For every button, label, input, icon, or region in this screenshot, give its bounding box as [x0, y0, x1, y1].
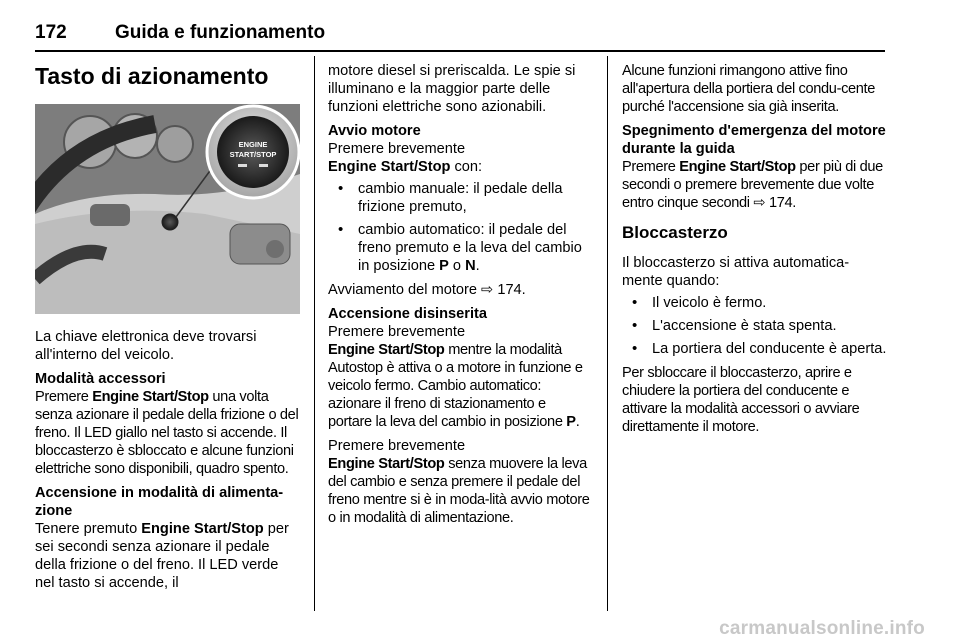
ignition-off-paragraph-2: Engine Start/Stop senza muovere la leva del cambio e senza premere il pedale del freno mentre si è in moda-lità avvio motore o in modalità di alimentazione. [328, 456, 590, 526]
list-item: • Il veicolo è fermo. [622, 294, 887, 312]
steering-lock-list [622, 294, 887, 358]
engine-start-heading: Avvio motore [328, 123, 421, 139]
column-divider-1 [314, 56, 315, 611]
column-3 [622, 62, 887, 436]
steering-lock-intro: Il bloccasterzo si attiva automatica-mente quando: [622, 255, 850, 289]
section-title: Tasto di azionamento [35, 63, 269, 89]
emergency-heading: Spegnimento d'emergenza del motore durante la guida [622, 123, 886, 157]
ignition-off-line2: Premere brevemente [328, 438, 466, 454]
header-rule [35, 50, 885, 52]
engine-start-line2: Engine Start/Stop con: [328, 159, 483, 175]
accessory-heading: Modalità accessori [35, 371, 166, 387]
engine-start-reference: Avviamento del motore ⇨ 174. [328, 282, 526, 298]
chapter-title: Guida e funzionamento [115, 22, 326, 43]
steering-lock-title: Bloccasterzo [622, 223, 728, 242]
power-mode-heading: Accensione in modalità di alimenta-zione [35, 485, 284, 519]
accessory-paragraph: Premere Engine Start/Stop una volta senza azionare il pedale della frizione o del freno. Il LED giallo nel tasto si accende. Il bloccasterzo è sbloccato e alcune funzioni elettriche sono disponibili, quadro spento. [35, 389, 299, 477]
power-mode-continued: motore diesel si preriscalda. Le spie si illuminano e la maggior parte delle funzioni elettriche sono azionabili. [328, 63, 576, 115]
list-item: • La portiera del conducente è aperta. [622, 340, 887, 358]
column-divider-2 [607, 56, 608, 611]
power-mode-paragraph: Tenere premuto Engine Start/Stop per sei secondi senza azionare il pedale della frizione o del freno. Il LED verde nel tasto si accende, il [35, 521, 289, 591]
column-1 [35, 62, 300, 592]
engine-start-line1: Premere brevemente [328, 141, 466, 157]
ignition-off-continued: Alcune funzioni rimangono attive fino all'apertura della portiera del condu-cente purché l'accensione sia già inserita. [622, 63, 876, 115]
watermark: carmanualsonline.info [719, 618, 925, 639]
page-number: 172 [35, 22, 67, 43]
list-item: • cambio automatico: il pedale del freno premuto e la leva del cambio in posizione P o N. [328, 221, 593, 275]
engine-label: ENGINE [238, 140, 268, 149]
intro-paragraph: La chiave elettronica deve trovarsi all'interno del veicolo. [35, 329, 257, 363]
list-item: • cambio manuale: il pedale della frizione premuto, [328, 180, 593, 216]
steering-lock-outro: Per sbloccare il bloccasterzo, aprire e chiudere la portiera del conducente e attivare la modalità accessori o avviare direttamente il motore. [622, 365, 860, 435]
start-stop-label: START/STOP [229, 150, 277, 159]
column-2 [328, 62, 593, 527]
ignition-off-paragraph: Engine Start/Stop mentre la modalità Autostop è attiva o a motore in funzione e veicolo fermo. Cambio automatico: azionare il freno di stazionamento e portare la leva del cambio in posizione P. [328, 342, 583, 430]
emergency-paragraph: Premere Engine Start/Stop per più di due secondi o premere brevemente due volte entro cinque secondi ⇨ 174. [622, 159, 883, 211]
list-item: • L'accensione è stata spenta. [622, 317, 887, 335]
ignition-off-line1: Premere brevemente [328, 324, 466, 340]
engine-start-list [328, 180, 593, 275]
ignition-off-heading: Accensione disinserita [328, 306, 487, 322]
start-stop-button-figure [35, 104, 300, 314]
